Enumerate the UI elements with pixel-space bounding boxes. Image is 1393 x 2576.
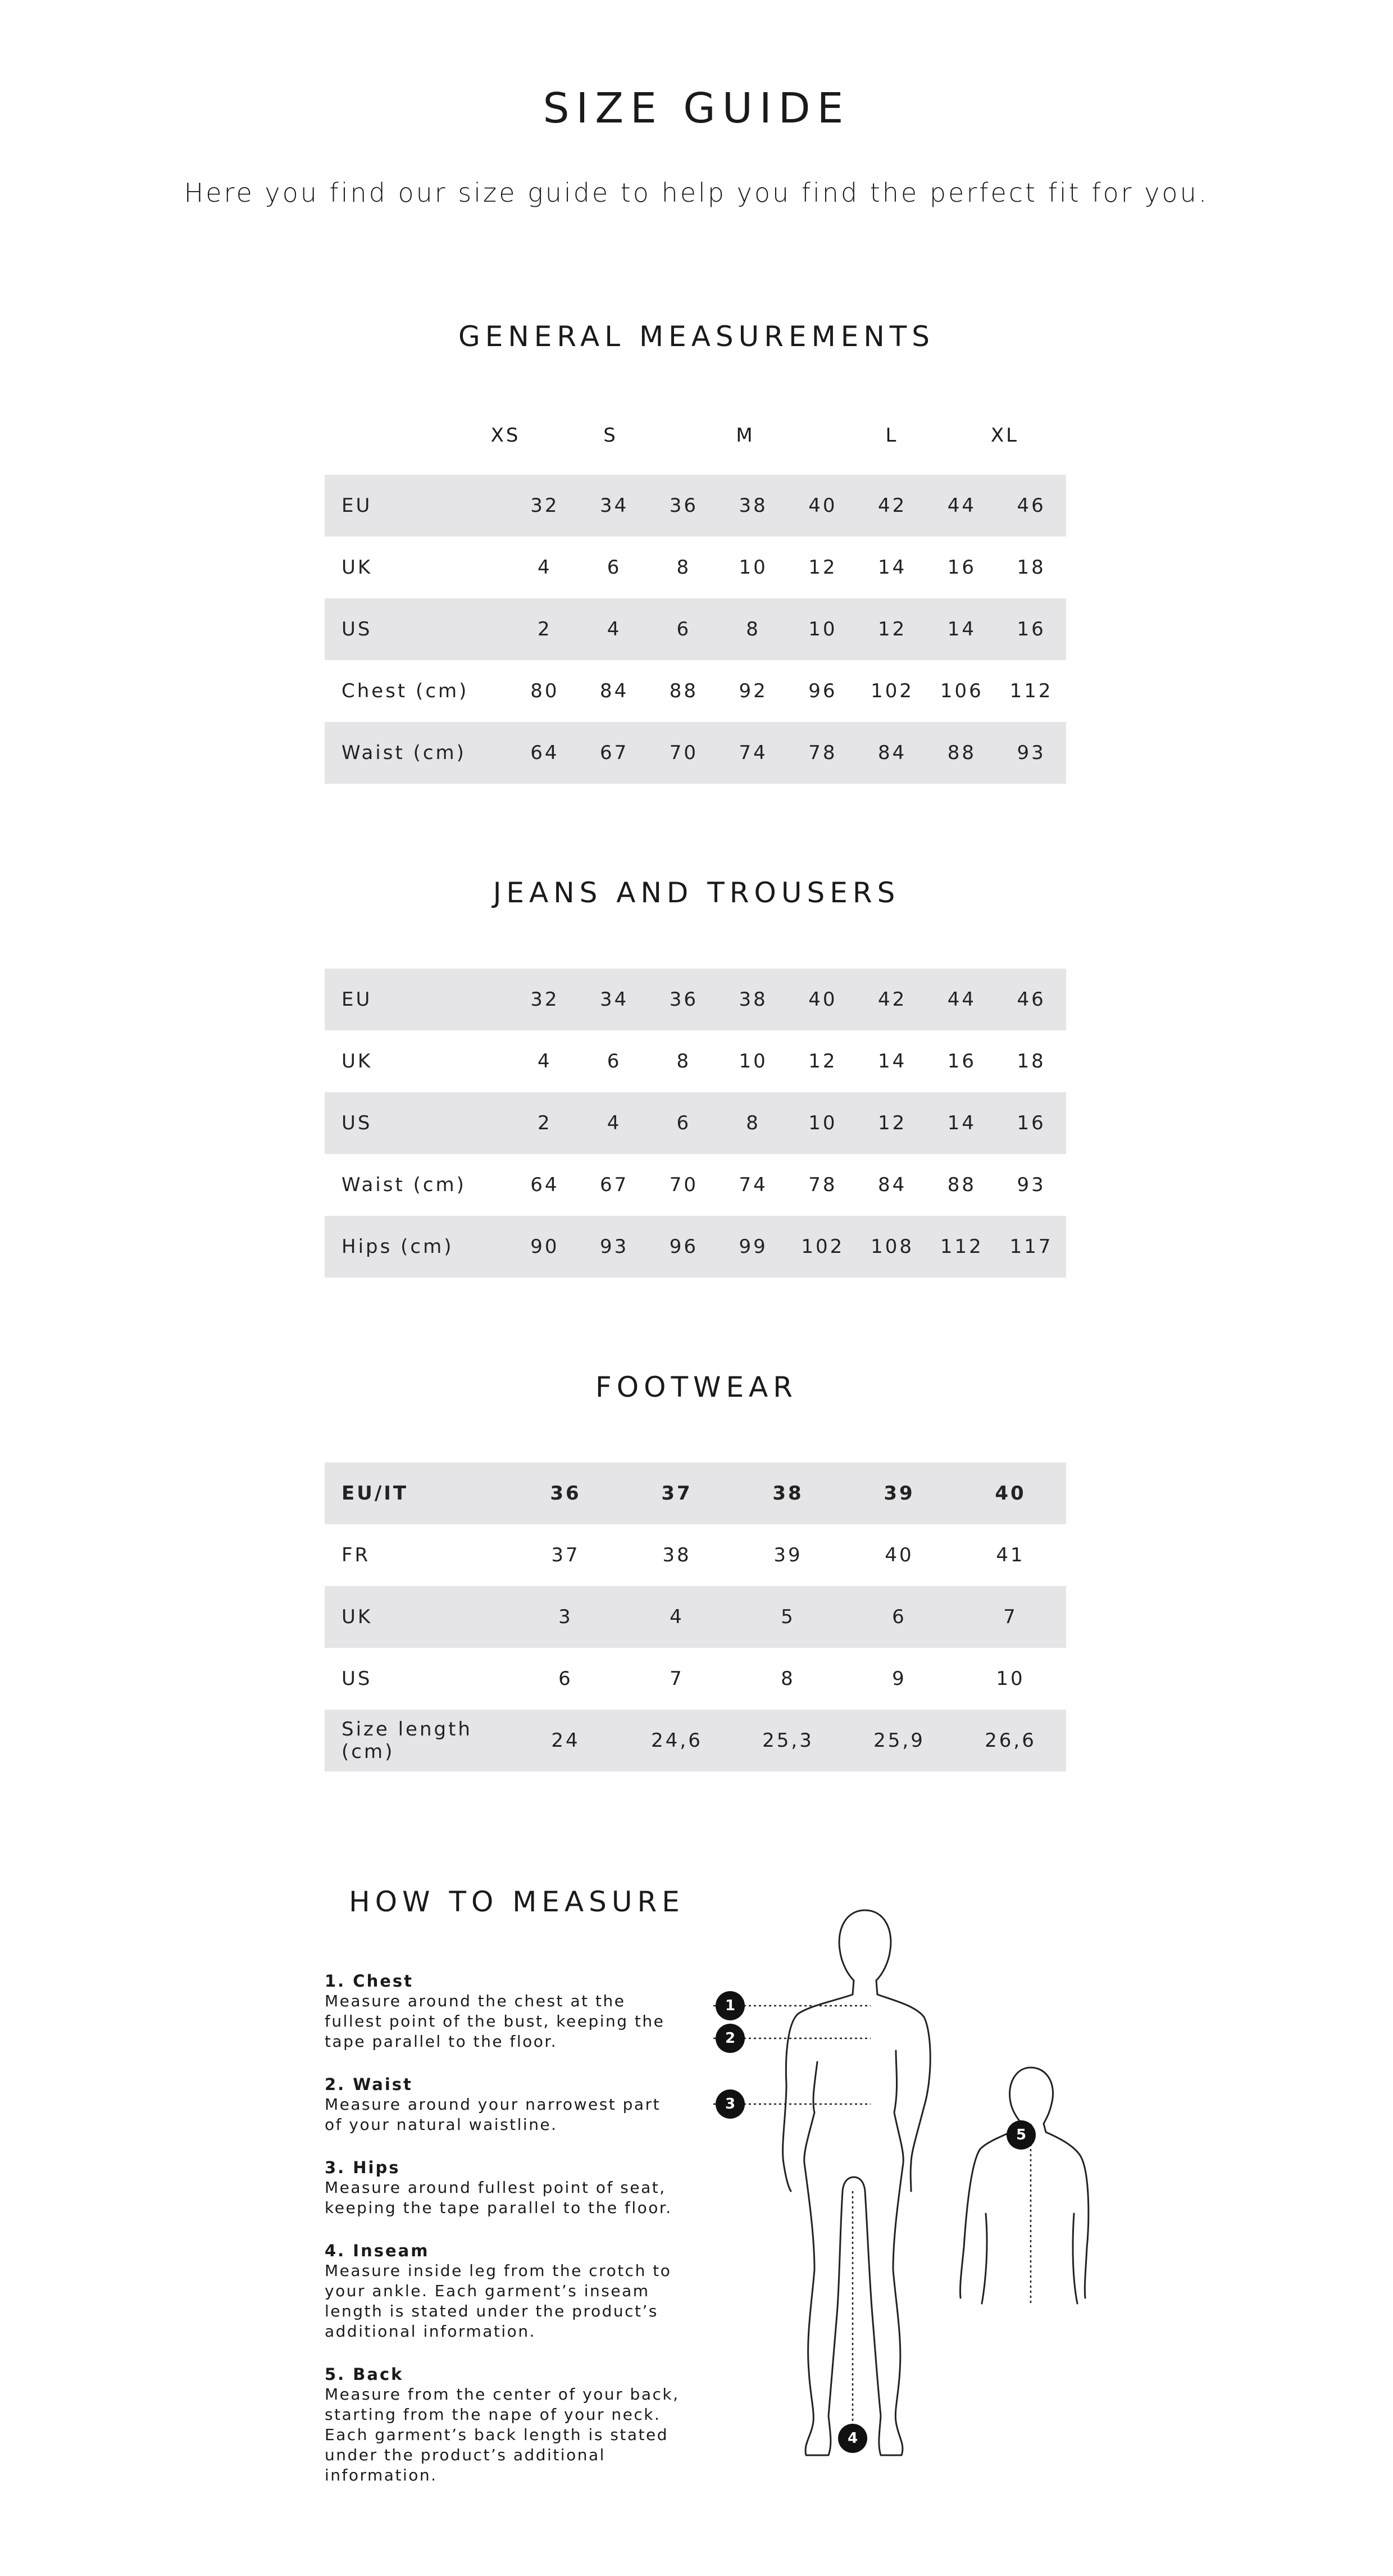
general-measurements-title: GENERAL MEASUREMENTS bbox=[458, 320, 935, 353]
size-value-cell: 14 bbox=[927, 1092, 997, 1154]
size-value-cell: 16 bbox=[996, 1092, 1066, 1154]
size-value-cell: 14 bbox=[927, 598, 997, 660]
size-value-cell: 12 bbox=[808, 556, 837, 579]
size-value-cell: 40 bbox=[788, 475, 858, 537]
size-value-cell: 32 bbox=[510, 969, 580, 1030]
size-value-cell: 16 bbox=[996, 598, 1066, 660]
size-value-cell: 2 bbox=[510, 1092, 580, 1154]
row-label: US bbox=[325, 1092, 510, 1154]
row-label: EU/IT bbox=[325, 1462, 510, 1524]
size-letter-header bbox=[0, 424, 1393, 464]
size-value-cell: 4 bbox=[580, 598, 649, 660]
size-value-cell: 41 bbox=[996, 1544, 1025, 1566]
size-value-cell: 12 bbox=[808, 1050, 837, 1073]
back-figure-outline bbox=[960, 2068, 1088, 2304]
size-value-cell: 10 bbox=[739, 556, 768, 579]
size-m-label: M bbox=[736, 424, 755, 447]
size-value-cell: 18 bbox=[1017, 556, 1046, 579]
size-value-cell: 14 bbox=[877, 556, 907, 579]
row-label: US bbox=[342, 1668, 372, 1690]
row-label: Waist (cm) bbox=[325, 722, 510, 784]
size-value-cell: 112 bbox=[927, 1216, 997, 1278]
size-value-cell: 74 bbox=[718, 722, 788, 784]
measure-heading: 4. Inseam bbox=[325, 2241, 430, 2260]
size-value-cell: 70 bbox=[669, 1174, 698, 1196]
footwear-table bbox=[325, 1462, 1066, 1771]
size-value-cell: 46 bbox=[996, 475, 1066, 537]
size-value-cell: 93 bbox=[996, 722, 1066, 784]
size-s-label: S bbox=[603, 424, 618, 447]
footwear-table-row bbox=[325, 1648, 1066, 1710]
size-value-cell: 36 bbox=[510, 1462, 621, 1524]
measure-item-chest bbox=[325, 1971, 684, 2052]
marker-4-label: 4 bbox=[847, 2430, 858, 2447]
general-table-row bbox=[325, 722, 1066, 784]
size-value-cell: 2 bbox=[510, 598, 580, 660]
size-value-cell: 36 bbox=[649, 969, 719, 1030]
size-value-cell: 6 bbox=[607, 1050, 622, 1073]
size-value-cell: 84 bbox=[877, 1174, 907, 1196]
size-value-cell: 70 bbox=[649, 722, 719, 784]
size-value-cell: 46 bbox=[996, 969, 1066, 1030]
size-value-cell: 96 bbox=[808, 680, 837, 702]
size-value-cell: 99 bbox=[718, 1216, 788, 1278]
front-figure-outline bbox=[783, 1910, 931, 2455]
how-to-measure-list bbox=[325, 1971, 684, 2508]
size-value-cell: 44 bbox=[927, 969, 997, 1030]
size-value-cell: 78 bbox=[808, 1174, 837, 1196]
jeans-table-row bbox=[325, 1216, 1066, 1278]
row-label: EU bbox=[325, 475, 510, 537]
size-value-cell: 42 bbox=[858, 969, 927, 1030]
jeans-table-row bbox=[325, 969, 1066, 1030]
size-value-cell: 8 bbox=[781, 1668, 795, 1690]
row-label: UK bbox=[325, 1586, 510, 1648]
marker-5-label: 5 bbox=[1016, 2127, 1027, 2143]
size-value-cell: 38 bbox=[718, 475, 788, 537]
size-value-cell: 5 bbox=[732, 1586, 844, 1648]
general-measurements-table bbox=[325, 475, 1066, 784]
size-value-cell: 24,6 bbox=[621, 1710, 732, 1771]
size-value-cell: 34 bbox=[580, 475, 649, 537]
row-label: UK bbox=[342, 1050, 373, 1073]
measure-heading: 1. Chest bbox=[325, 1971, 414, 1991]
size-value-cell: 3 bbox=[510, 1586, 621, 1648]
size-value-cell: 88 bbox=[947, 1174, 976, 1196]
size-value-cell: 6 bbox=[607, 556, 622, 579]
size-value-cell: 4 bbox=[621, 1586, 732, 1648]
size-value-cell: 16 bbox=[947, 1050, 976, 1073]
size-value-cell: 12 bbox=[858, 1092, 927, 1154]
size-value-cell: 37 bbox=[621, 1462, 732, 1524]
row-label: Chest (cm) bbox=[342, 680, 469, 702]
footwear-table-row bbox=[325, 1524, 1066, 1586]
size-value-cell: 26,6 bbox=[955, 1710, 1066, 1771]
size-value-cell: 9 bbox=[892, 1668, 907, 1690]
size-value-cell: 40 bbox=[788, 969, 858, 1030]
size-value-cell: 25,3 bbox=[732, 1710, 844, 1771]
measure-heading: 3. Hips bbox=[325, 2158, 400, 2177]
size-value-cell: 67 bbox=[599, 1174, 629, 1196]
size-value-cell: 10 bbox=[788, 598, 858, 660]
jeans-table-row bbox=[325, 1092, 1066, 1154]
size-value-cell: 39 bbox=[844, 1462, 955, 1524]
footwear-table-row bbox=[325, 1462, 1066, 1524]
size-value-cell: 10 bbox=[788, 1092, 858, 1154]
size-value-cell: 4 bbox=[538, 556, 552, 579]
size-value-cell: 64 bbox=[510, 722, 580, 784]
footwear-table-row bbox=[325, 1710, 1066, 1771]
size-xl-label: XL bbox=[990, 424, 1019, 447]
marker-2-label: 2 bbox=[725, 2030, 736, 2047]
measure-item-back bbox=[325, 2364, 684, 2486]
size-value-cell: 10 bbox=[996, 1668, 1025, 1690]
size-value-cell: 96 bbox=[649, 1216, 719, 1278]
measure-item-inseam bbox=[325, 2241, 684, 2342]
row-label: Hips (cm) bbox=[325, 1216, 510, 1278]
page-intro: Here you find our size guide to help you find the perfect fit for you. bbox=[184, 178, 1209, 208]
marker-3-label: 3 bbox=[725, 2096, 736, 2112]
general-table-row bbox=[325, 475, 1066, 537]
footwear-table-row bbox=[325, 1586, 1066, 1648]
size-value-cell: 90 bbox=[510, 1216, 580, 1278]
jeans-table-row bbox=[325, 1030, 1066, 1092]
general-table-row bbox=[325, 660, 1066, 722]
size-value-cell: 10 bbox=[739, 1050, 768, 1073]
measure-item-hips bbox=[325, 2157, 684, 2218]
size-value-cell: 18 bbox=[1017, 1050, 1046, 1073]
row-label: FR bbox=[342, 1544, 371, 1566]
jeans-trousers-title: JEANS AND TROUSERS bbox=[493, 876, 900, 909]
measure-text: Measure from the center of your back, starting from the nape of your neck. Each garment’s back length is stated under the product’s additional information. bbox=[325, 2385, 680, 2484]
size-value-cell: 102 bbox=[788, 1216, 858, 1278]
body-measurement-illustration bbox=[702, 1899, 1095, 2472]
size-value-cell: 44 bbox=[927, 475, 997, 537]
how-to-measure-title: HOW TO MEASURE bbox=[349, 1886, 685, 1918]
size-value-cell: 4 bbox=[538, 1050, 552, 1073]
size-value-cell: 80 bbox=[530, 680, 559, 702]
footwear-title: FOOTWEAR bbox=[595, 1371, 798, 1403]
size-value-cell: 12 bbox=[858, 598, 927, 660]
size-value-cell: 36 bbox=[649, 475, 719, 537]
size-value-cell: 92 bbox=[739, 680, 768, 702]
row-label: Waist (cm) bbox=[342, 1174, 466, 1196]
size-value-cell: 8 bbox=[718, 1092, 788, 1154]
size-value-cell: 64 bbox=[530, 1174, 559, 1196]
size-value-cell: 34 bbox=[580, 969, 649, 1030]
size-value-cell: 4 bbox=[580, 1092, 649, 1154]
measure-heading: 2. Waist bbox=[325, 2075, 413, 2094]
size-value-cell: 16 bbox=[947, 556, 976, 579]
row-label: Size length (cm) bbox=[325, 1710, 510, 1771]
size-value-cell: 6 bbox=[649, 598, 719, 660]
general-table-row bbox=[325, 537, 1066, 598]
size-value-cell: 84 bbox=[858, 722, 927, 784]
size-value-cell: 37 bbox=[551, 1544, 580, 1566]
size-value-cell: 8 bbox=[718, 598, 788, 660]
size-value-cell: 108 bbox=[858, 1216, 927, 1278]
size-value-cell: 6 bbox=[649, 1092, 719, 1154]
measure-text: Measure inside leg from the crotch to your ankle. Each garment’s inseam length is stated under the product’s additional information. bbox=[325, 2261, 672, 2341]
marker-1-label: 1 bbox=[725, 1997, 736, 2014]
measure-text: Measure around the chest at the fullest point of the bust, keeping the tape parallel to the floor. bbox=[325, 1992, 665, 2051]
size-value-cell: 67 bbox=[580, 722, 649, 784]
size-value-cell: 8 bbox=[676, 1050, 691, 1073]
size-value-cell: 38 bbox=[732, 1462, 844, 1524]
size-value-cell: 102 bbox=[871, 680, 914, 702]
measure-text: Measure around fullest point of seat, keeping the tape parallel to the floor. bbox=[325, 2178, 672, 2217]
row-label: EU bbox=[325, 969, 510, 1030]
measure-heading: 5. Back bbox=[325, 2365, 404, 2384]
size-value-cell: 40 bbox=[885, 1544, 914, 1566]
size-value-cell: 25,9 bbox=[844, 1710, 955, 1771]
size-value-cell: 24 bbox=[510, 1710, 621, 1771]
size-value-cell: 40 bbox=[955, 1462, 1066, 1524]
size-value-cell: 7 bbox=[670, 1668, 684, 1690]
general-table-row bbox=[325, 598, 1066, 660]
size-value-cell: 6 bbox=[844, 1586, 955, 1648]
size-value-cell: 88 bbox=[669, 680, 698, 702]
size-value-cell: 93 bbox=[580, 1216, 649, 1278]
size-value-cell: 7 bbox=[955, 1586, 1066, 1648]
size-xs-label: XS bbox=[490, 424, 521, 447]
size-value-cell: 42 bbox=[858, 475, 927, 537]
row-label: US bbox=[325, 598, 510, 660]
row-label: UK bbox=[342, 556, 373, 579]
measure-text: Measure around your narrowest part of your natural waistline. bbox=[325, 2095, 661, 2134]
size-value-cell: 74 bbox=[739, 1174, 768, 1196]
size-l-label: L bbox=[885, 424, 899, 447]
jeans-trousers-table bbox=[325, 969, 1066, 1278]
size-value-cell: 14 bbox=[877, 1050, 907, 1073]
size-value-cell: 38 bbox=[662, 1544, 691, 1566]
size-value-cell: 93 bbox=[1017, 1174, 1046, 1196]
size-value-cell: 117 bbox=[996, 1216, 1066, 1278]
size-value-cell: 38 bbox=[718, 969, 788, 1030]
size-value-cell: 88 bbox=[927, 722, 997, 784]
size-value-cell: 6 bbox=[558, 1668, 573, 1690]
page-title: SIZE GUIDE bbox=[543, 84, 850, 133]
size-value-cell: 78 bbox=[788, 722, 858, 784]
size-value-cell: 32 bbox=[510, 475, 580, 537]
size-value-cell: 39 bbox=[773, 1544, 803, 1566]
size-value-cell: 84 bbox=[599, 680, 629, 702]
jeans-table-row bbox=[325, 1154, 1066, 1216]
size-value-cell: 106 bbox=[940, 680, 984, 702]
size-value-cell: 8 bbox=[676, 556, 691, 579]
size-value-cell: 112 bbox=[1009, 680, 1053, 702]
measure-item-waist bbox=[325, 2074, 684, 2135]
